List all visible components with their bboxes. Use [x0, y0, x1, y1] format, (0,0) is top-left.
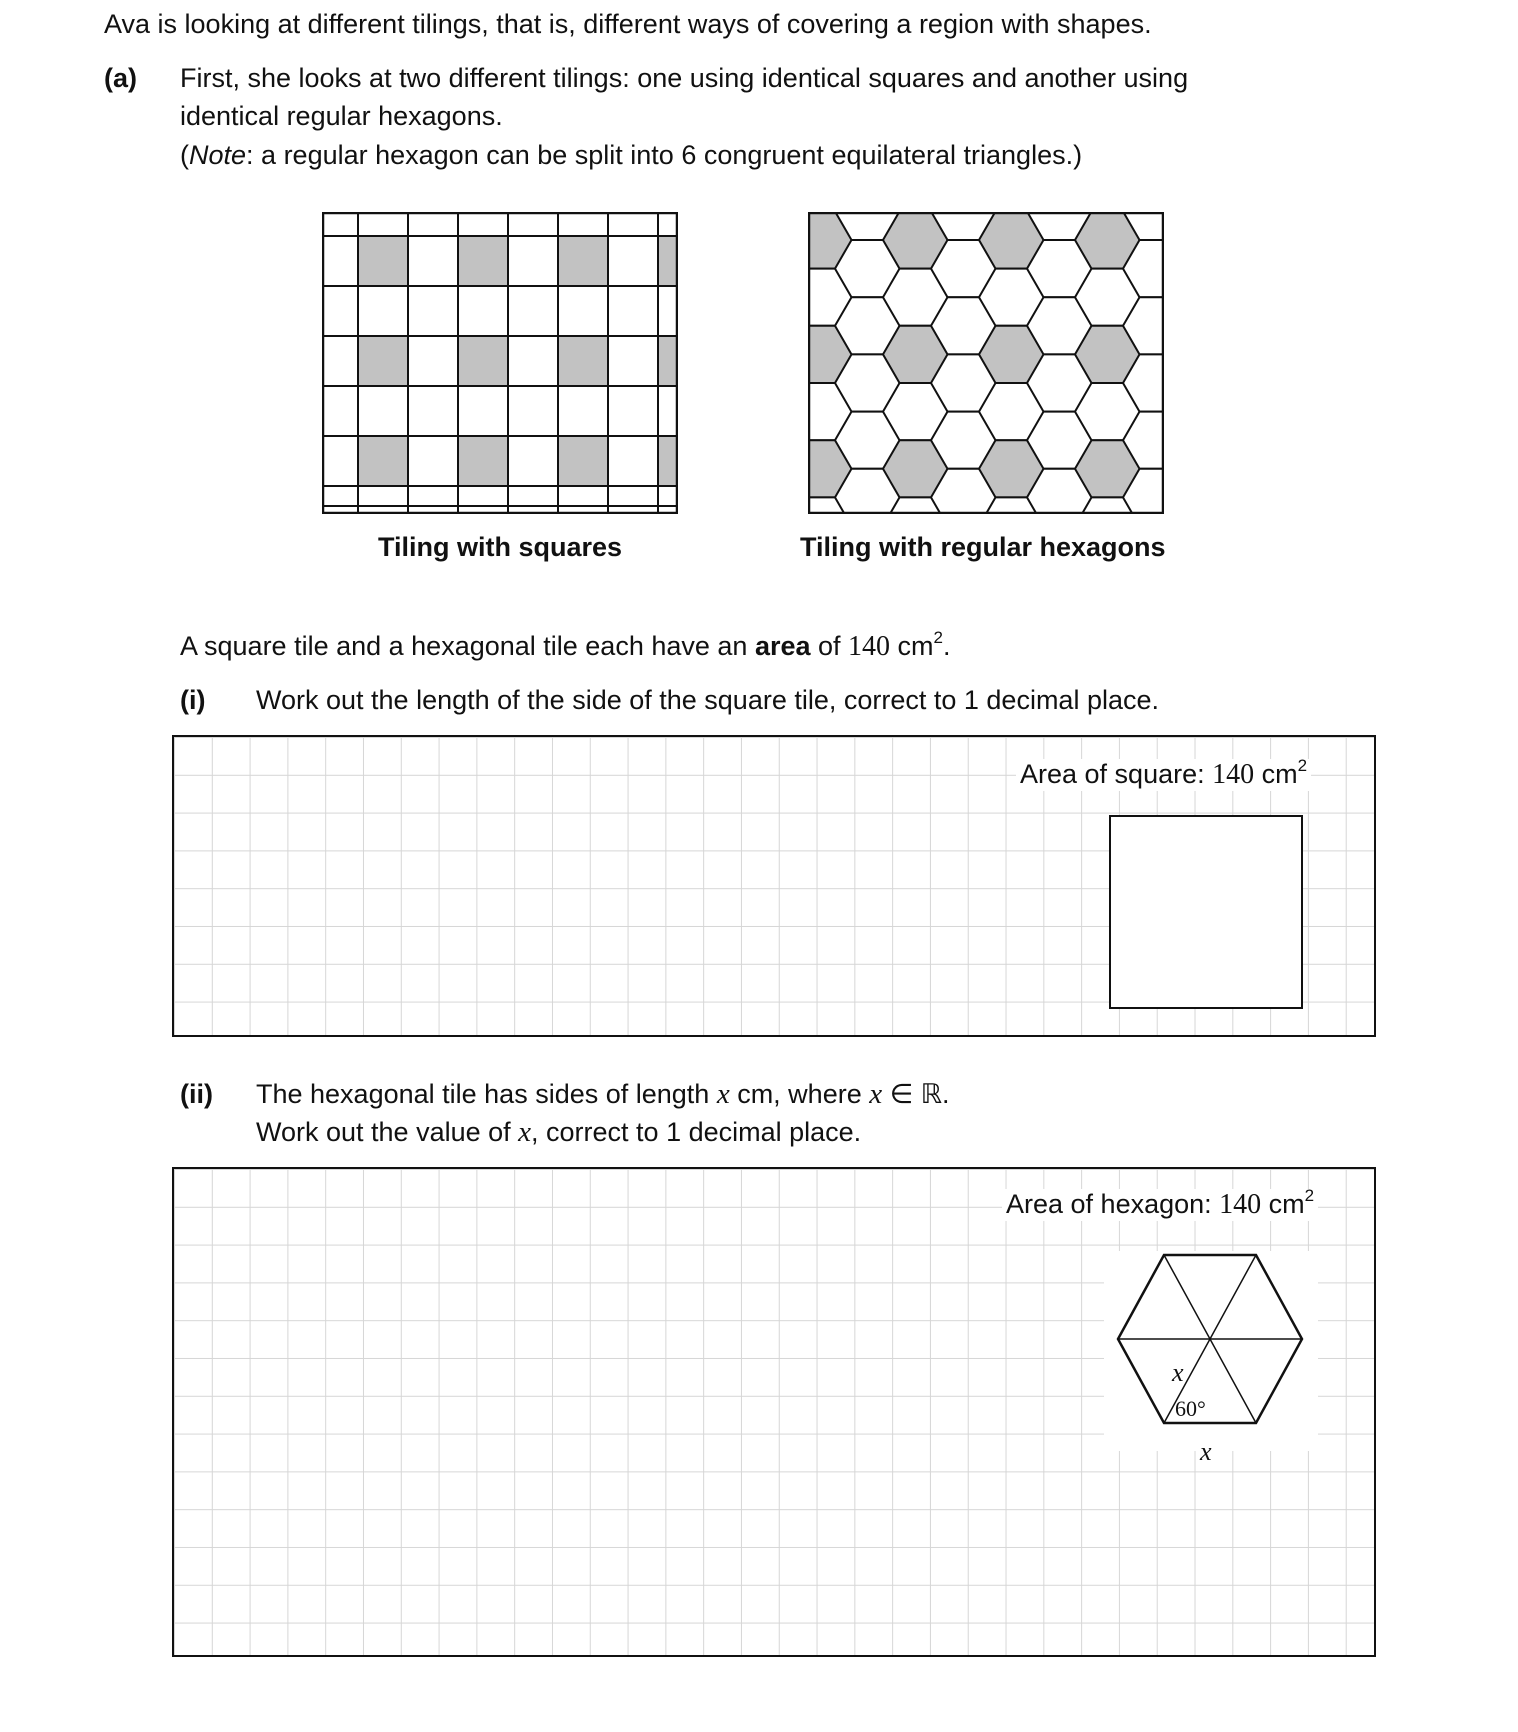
part-ii-line1: The hexagonal tile has sides of length x cm, where x ∈ ℝ.: [256, 1078, 950, 1110]
part-a-line1: First, she looks at two different tilings: one using identical squares and another using: [180, 63, 1189, 93]
square-diagram: [1109, 815, 1303, 1009]
shaded-square-tile: [558, 336, 608, 386]
shaded-square-tile: [358, 436, 408, 486]
shaded-square-tile: [658, 236, 678, 286]
note-word: Note: [189, 140, 247, 170]
shaded-square-tile: [658, 336, 678, 386]
shaded-square-tile: [458, 236, 508, 286]
shaded-square-tile: [458, 336, 508, 386]
part-a-label: (a): [104, 63, 137, 93]
hexagon-diagram: [1104, 1251, 1318, 1451]
area-statement: A square tile and a hexagonal tile each have an area of 140 $cm^2$.: [180, 628, 951, 662]
shaded-square-tile: [358, 336, 408, 386]
answer-box-ii[interactable]: [172, 1167, 1376, 1657]
hexagon-area-label: Area of hexagon: 140 $cm^2$: [1002, 1189, 1318, 1221]
hexagon-tiling-figure: [808, 212, 1164, 514]
shaded-square-tile: [558, 236, 608, 286]
square-area-label: Area of square: 140 $cm^2$: [1016, 759, 1311, 791]
hexagons-caption: Tiling with regular hexagons: [800, 532, 1166, 562]
intro-text: Ava is looking at different tilings, that is, different ways of covering a region with shapes.: [104, 9, 1152, 39]
square-tiling-figure: [322, 212, 678, 514]
hexagon-side-label: x: [1196, 1437, 1216, 1467]
answer-box-i[interactable]: [172, 735, 1376, 1037]
hexagon-radius-label: x: [1172, 1358, 1184, 1387]
hexagon-tiling-cells: [808, 212, 1164, 514]
shaded-square-tile: [458, 436, 508, 486]
part-i-text: Work out the length of the side of the square tile, correct to 1 decimal place.: [256, 685, 1159, 715]
part-ii-line2: Work out the value of x, correct to 1 decimal place.: [256, 1116, 862, 1148]
part-a-note: (Note: a regular hexagon can be split into 6 congruent equilateral triangles.): [180, 140, 1083, 170]
shaded-square-tile: [658, 436, 678, 486]
shaded-square-tile: [358, 236, 408, 286]
square-tiling-shaded-squares: [358, 236, 678, 486]
part-a-line2: identical regular hexagons.: [180, 101, 503, 131]
part-ii-label: (ii): [180, 1079, 213, 1109]
part-i-label: (i): [180, 685, 206, 715]
squares-caption: Tiling with squares: [378, 532, 623, 562]
angle-label: 60°: [1175, 1396, 1206, 1421]
shaded-square-tile: [558, 436, 608, 486]
